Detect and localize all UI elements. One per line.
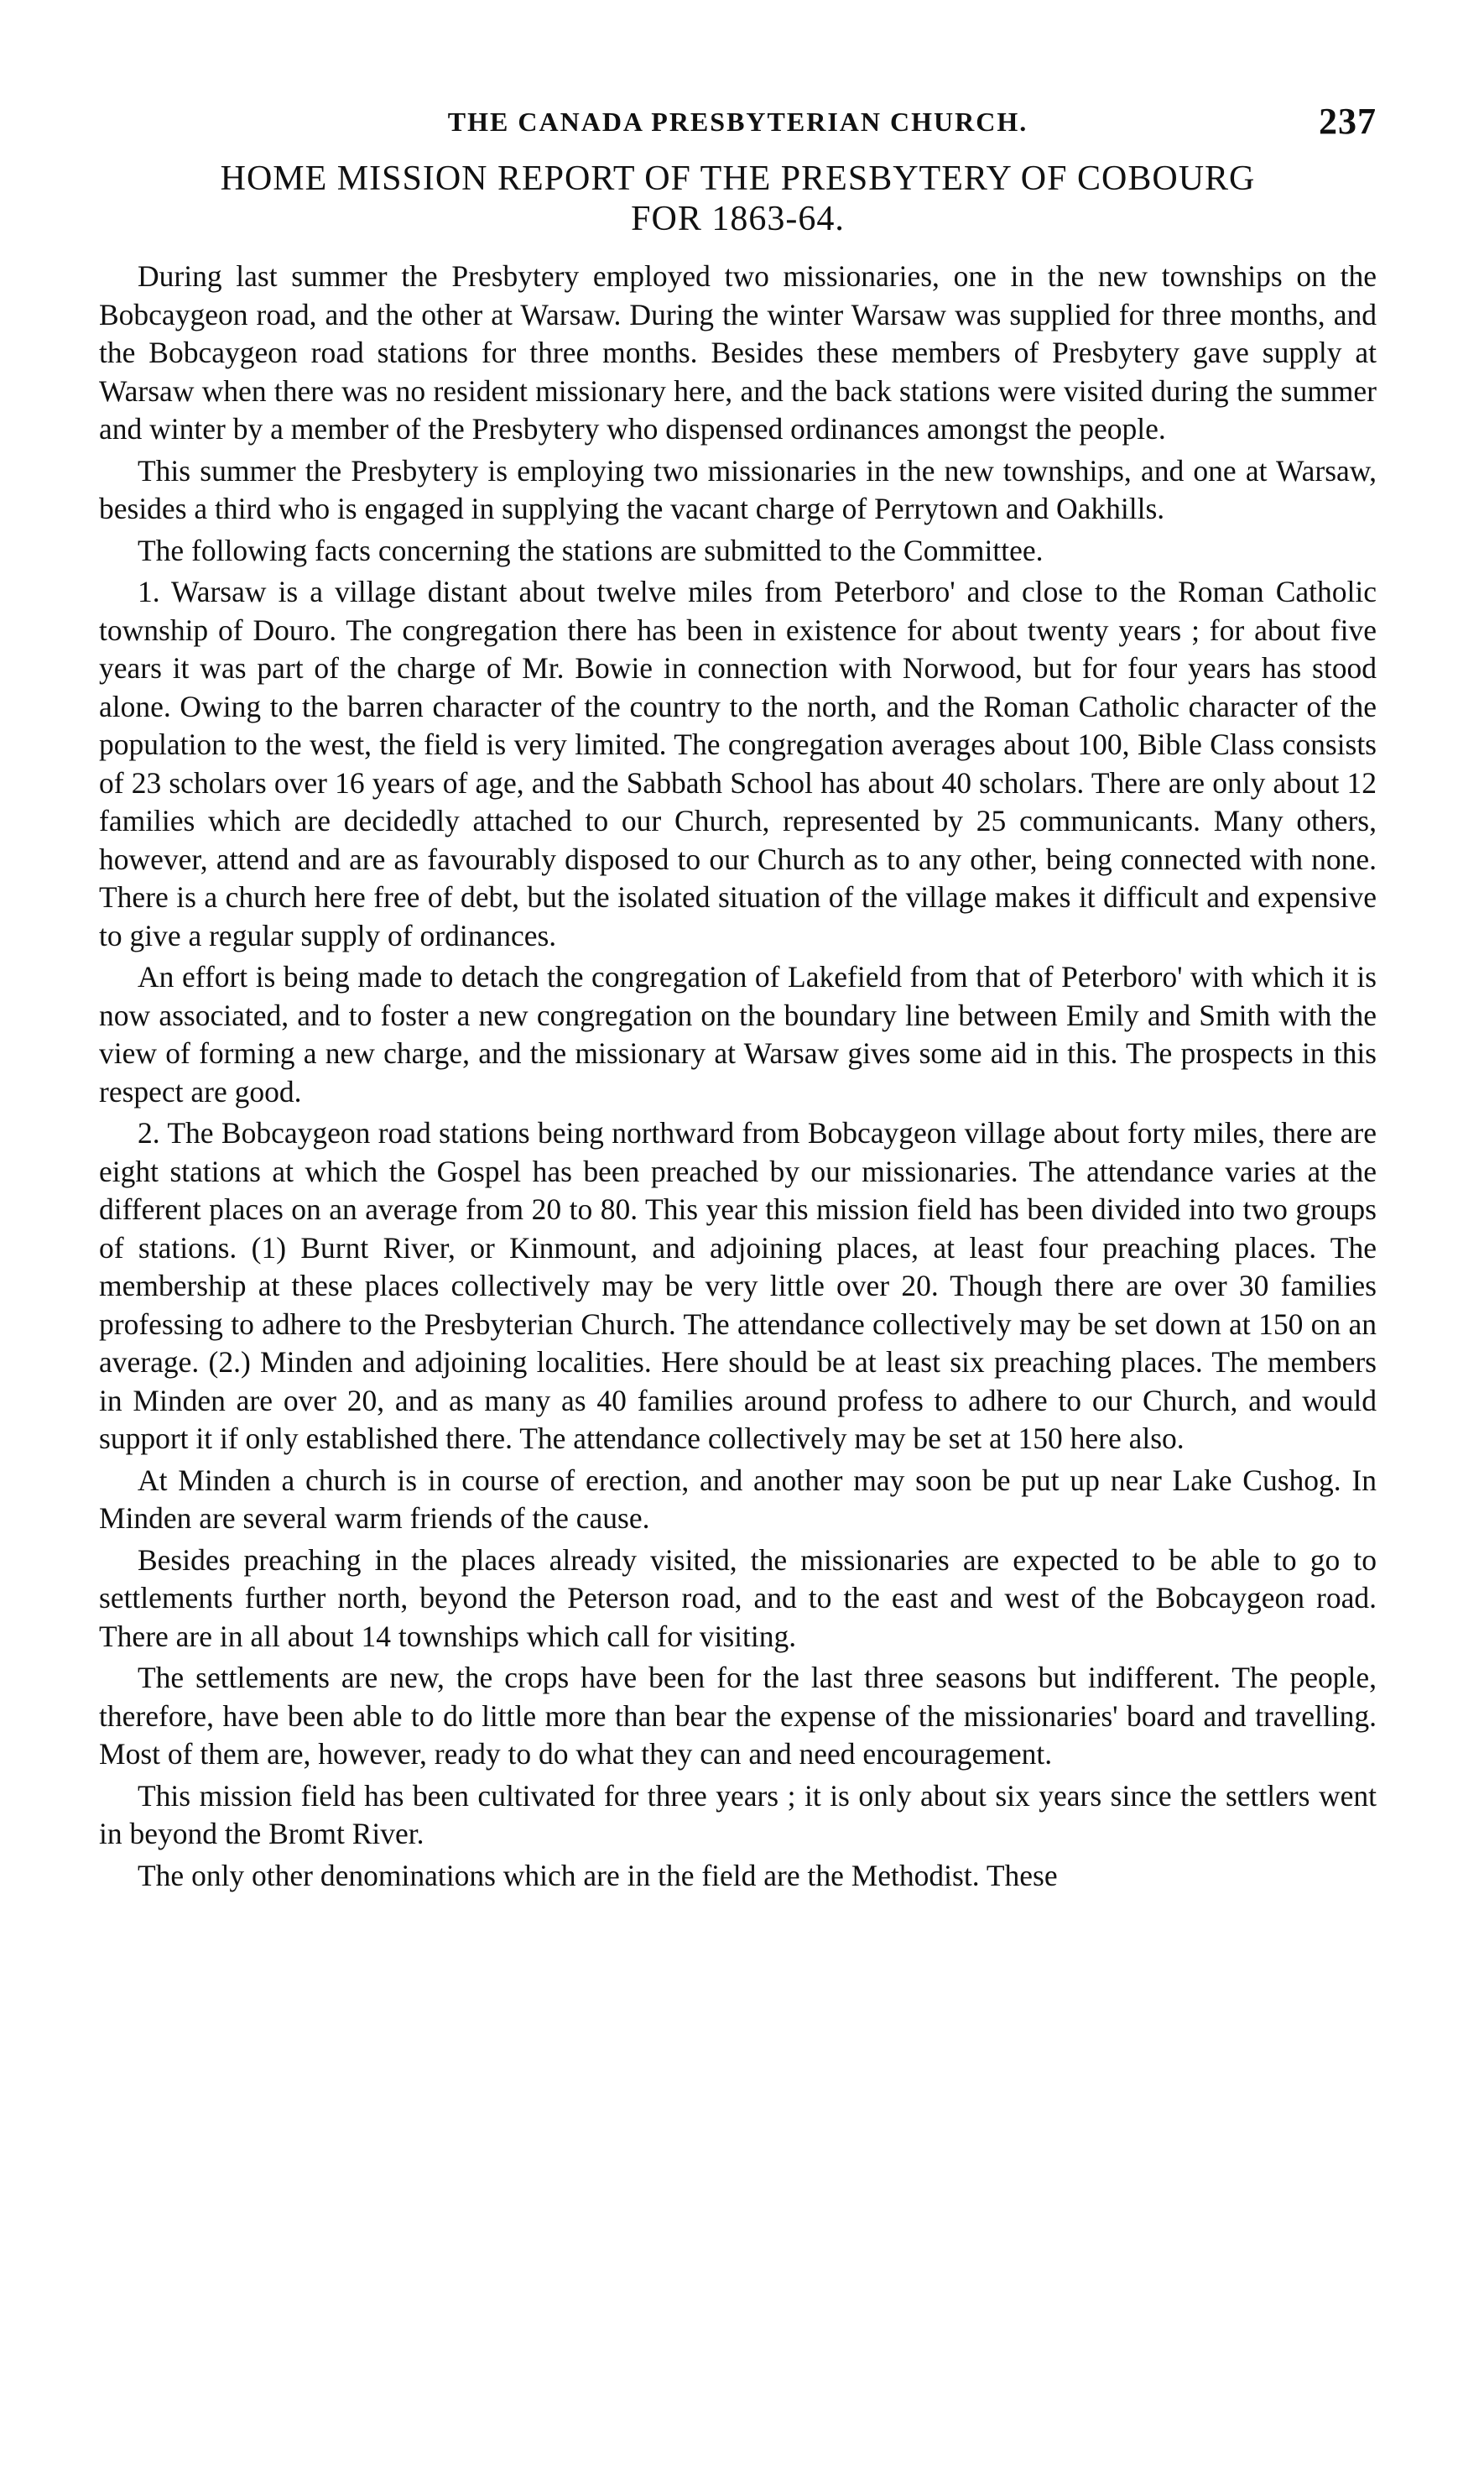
paragraph: An effort is being made to detach the congregation of Lakefield from that of Peterboro' with which it is now associated, and to foster a new congregation on the boundary line between Emily and Smith with the view of forming a new charge, and the missionary at Warsaw gives some aid in this. The prospects in this respect are good. bbox=[99, 960, 1377, 1109]
paragraph: This summer the Presbytery is employing two missionaries in the new townships, and one at Warsaw, besides a third who is engaged in supplying the vacant charge of Perrytown and Oakhills. bbox=[99, 453, 1377, 525]
paragraph: This mission field has been cultivated for three years ; it is only about six years since the settlers went in beyond the Bromt River. bbox=[99, 1778, 1377, 1850]
paragraph: 2. The Bobcaygeon road stations being northward from Bobcaygeon village about forty miles, there are eight stations at which the Gospel has been preached by our missionaries. The attendance varies at the different places on an average from 20 to 80. This year this mission field has been divided into two groups of stations. (1) Burnt River, or Kinmount, and adjoining places, at least four preaching places. The membership at these places collectively may be very little over 20. Though there are over 30 families professing to adhere to the Presbyterian Church. The attendance collectively may be set down at 150 on an average. (2.) Minden and adjoining localities. Here should be at least six preaching places. The members in Minden are over 20, and as many as 40 families around profess to adhere to our Church, and would support it if only established there. The attendance collectively may be set at 150 here also. bbox=[99, 1116, 1377, 1455]
paragraph: Besides preaching in the places already visited, the missionaries are expected to be able to go to settlements further north, beyond the Peterson road, and to the east and west of the Bobcaygeon road. There are in all about 14 townships which call for visiting. bbox=[99, 1542, 1377, 1653]
paragraph: The settlements are new, the crops have been for the last three seasons but indifferent. The people, therefore, have been able to do little more than bear the expense of the missionaries' board and travelling. Most of them are, however, ready to do what they can and need encouragement. bbox=[99, 1661, 1377, 1771]
page-number: 237 bbox=[1319, 101, 1377, 142]
paragraph: 1. Warsaw is a village distant about twelve miles from Peterboro' and close to the Roman Catholic township of Douro. The congregation there has been in existence for about twenty years ; for about five years it was part of the charge of Mr. Bowie in connection with Norwood, but for four years has stood alone. Owing to the barren character of the country to the north, and the Roman Catholic character of the population to the west, the field is very limited. The congregation averages about 100, Bible Class consists of 23 scholars over 16 years of age, and the Sabbath School has about 40 scholars. There are only about 12 families which are decidedly attached to our Church, represented by 25 communicants. Many others, however, attend and are as favourably disposed to our Church as to any other, being connected with none. There is a church here free of debt, but the isolated situation of the village makes it difficult and expensive to give a regular supply of ordinances. bbox=[99, 575, 1377, 952]
paragraph: The only other denominations which are in the field are the Methodist. These bbox=[138, 1858, 1058, 1892]
paragraph: The following facts concerning the stations are submitted to the Committee. bbox=[138, 533, 1044, 567]
paragraph: During last summer the Presbytery employed two missionaries, one in the new townships on the Bobcaygeon road, and the other at Warsaw. During the winter Warsaw was supplied for three months, and the Bobcaygeon road stations for three months. Besides these members of Presbytery gave supply at Warsaw when there was no resident missionary here, and the back stations were visited during the summer and winter by a member of the Presbytery who dispensed ordinances amongst the people. bbox=[99, 259, 1377, 446]
document-page bbox=[99, 97, 1377, 1895]
report-title-line-1: HOME MISSION REPORT OF THE PRESBYTERY OF COBOURG bbox=[220, 159, 1256, 198]
report-title-line-2: FOR 1863-64. bbox=[631, 200, 845, 238]
report-title bbox=[99, 159, 1377, 239]
running-head bbox=[99, 97, 1377, 147]
running-head-text: THE CANADA PRESBYTERIAN CHURCH. bbox=[447, 107, 1028, 137]
paragraph: At Minden a church is in course of erection, and another may soon be put up near Lake Cushog. In Minden are several warm friends of the cause. bbox=[99, 1463, 1377, 1535]
